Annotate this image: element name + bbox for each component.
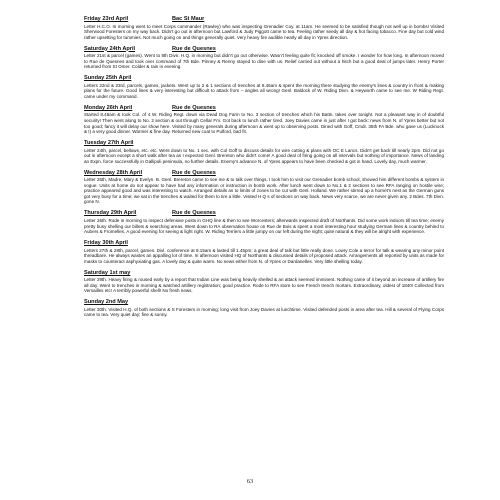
diary-entry — [84, 170, 444, 205]
entry-date: Saturday 1st may — [84, 269, 131, 276]
entry-text: Started 8.45am & took Col. of 4 W. Riding Regt. down via Dead Dog Farm to No. 3 section of trenches which his Battn. takes over tonight. Not a pleasant way in of doubtful security! Then went along to No. 2 section & out through Cellar Fm. Got back to lunch rather tired. Joey Davies came in just after I got back: news from N. of Ypres better but not too good; fancy it will delay our show here. Visited by many generals during afternoon & went up to observing posts. Dined with Goff, Cmdr. 35th FA Bde. who gave us (Lucknock & I) a very good dinner. Warmer & fine day. Returned new coat to Pulford, bad fit. — [84, 112, 444, 135]
entry-location: Rue de Quesnes — [172, 104, 216, 111]
diary-entry — [84, 105, 444, 135]
diary-entry — [84, 240, 444, 264]
entry-heading — [84, 240, 444, 247]
entry-heading — [84, 299, 444, 306]
diary-entry — [84, 299, 444, 318]
entry-date: Sunday 2nd May — [84, 299, 129, 306]
entry-location: Bac St Maur — [172, 16, 205, 22]
entry-date: Monday 26th April — [84, 104, 133, 111]
entry-date: Friday 23rd April — [84, 16, 129, 22]
entry-text: Letter 24th, parcel, bellows, etc. etc. Went down to No. 1 sec. with Col Goff to discuss details for wire cutting & plans with OC E Lancs. Didn't get back till nearly 2pm. Did not go out in afternoon except a short walk after tea as I expected Genl. Brereton who didn't come! A good deal of firing going on all intervals but nothing of importance. News of landing an Expn. force successfully in Gallipoli peninsula, no further details. Enemy's advance N. of Ypres appears to have been checked & got in hand. Lovely day, much warmer. — [84, 147, 444, 164]
diary-entry — [84, 16, 444, 40]
entry-date: Friday 30th April — [84, 240, 128, 247]
entry-text: Letter 25th, Madre, Mary & Evelyn. B. Genl. Brereton came to see me & to talk over things. I took him to visit our Grenadier bomb school, showed him different bombs & system in vogue. Units at home do not appear to have had any information or instruction in bomb work. After lunch went down to No.1 & 2 sections to see RFA ranging on hostile wire; practice appeared good and was interesting to watch. Arranged details as to limits of zones to be cut with Genl. Holland. We rather stirred up a hornet's nest as the German guns got very busy for a time; we sat in the trenches & waited for them to tire a little. Visited H Q s of sections on way back. News very scarce, we are never given any. 2 Bdes. 7th Divn. gone N. — [84, 177, 444, 205]
entry-heading — [84, 75, 444, 82]
entry-heading — [84, 170, 444, 177]
diary-entry — [84, 140, 444, 164]
entry-heading — [84, 105, 444, 112]
entry-date: Thursday 29th April — [84, 210, 137, 217]
entry-text: Letter H.C.O. In morning went to meet Corps commander (Rawley) who was inspecting Grenadier Coy. at 11am. He seemed to be satisfied though not well up in bombs! Visited Sherwood Foresters on my way back. Didn't go out in afternoon but Lawford & Judy Piggott came to tea. Feeling rather seedy all day & hot facing tobacco. Fine day but cold wind rather upsetting for tummies. Not much going on and things generally quiet. Very heavy fire audible nearly all day in Ypres direction. — [84, 23, 444, 40]
entry-date: Saturday 24th April — [84, 45, 136, 52]
entry-date: Sunday 25th April — [84, 75, 132, 82]
entry-date: Tuesday 27th April — [84, 140, 134, 147]
page-number: 63 — [246, 478, 254, 485]
entry-text: Letters 27th & 28th, parcel, games. Divl. conference at 9.15am & lasted till 1.45pm; a great deal of talk but little really done. Lowry Cole a terror for talk & wearing any minor point threadbare. He always wastes an appalling lot of time. In afternoon visited HQ of Northants & discussed details of proposed attack. Arrangements all reported by units as made for masks to counteract asphyxiating gas. A lovely day & quite warm. No news either from N. of Ypres or Dardanelles. Very little shelling today. — [84, 247, 444, 264]
entry-heading — [84, 46, 444, 53]
diary-entry — [84, 46, 444, 70]
entry-heading — [84, 210, 444, 217]
entry-heading — [84, 16, 444, 23]
entry-heading — [84, 140, 444, 147]
diary-entry — [84, 210, 444, 234]
entry-text: Letters 22nd & 23rd, parcels, games, jackets. Went up to 2 & 1 sections of trenches at 8.45am & spent the morning there studying the enemy's lines & country in front & making plans for the future. Good lines & very interesting but difficult to attack from – angles all wrong! Genl. Baldock of W. Riding Divn. & Heyworth came to see me. W Riding Regt. came under my command. — [84, 82, 444, 99]
entry-location: Rue de Quesnes — [172, 169, 216, 176]
entry-location: Rue de Quesnes — [172, 210, 216, 217]
diary-entry — [84, 270, 444, 294]
entry-text: Letter 21st & parcel (games). Went to 8th Divn. H.Q. in morning but didn't go out otherwise. Wasn't feeling quite fit; knocked off smoke. I wonder for how long. In afternoon moved to Rue de Quesnes and took over command of 7th Bde. Pinney & Renny stayed to dine with us. Relief carried out without a hitch but a good deal of jumps later. Henry Porter returned from St Omer. Colder & rain in evening. — [84, 53, 444, 70]
entry-heading — [84, 270, 444, 277]
diary-entry — [84, 75, 444, 99]
entry-location: Rue de Quesnes — [172, 45, 216, 52]
entry-date: Wednesday 28th April — [84, 169, 143, 176]
entry-text: Letter 29th. Heavy firing & roused early by a report that Indian Line was being heavily shelled & an attack seemed imminent. Nothing came of it beyond an increase of artillery fire all day. Went to trenches in morning & watched artillery registration; good practice. Rode to RFA store to see French trench mortars. Extraordinary, oldest of 1840! Collected from Versailles etc! A terribly powerful shell! No fresh news. — [84, 277, 444, 294]
entry-text: Letter 26th. Rode in morning to inspect defensive posts in GHQ line & then to see Worcesters; afterwards inspected draft of Northants. Did some work indoors till tea time; enemy pretty busy shelling our billets & searching areas. Went down to RA observation house on Rue de Bois & spent a most interesting hour studying German lines & country behind to Aubers & Fromelles. A good evening for seeing & light right. W. Riding Terriers a little jumpy on our left during the night; quite natural & they will be alright with experience. — [84, 217, 444, 235]
entry-text: Letter 30th. Visited H.Q. of both sections & S Foresters in morning; long visit from Joey Davies at lunchtime. Visited defended posts in area after tea. Hill & several of Flying Corps came to tea. Very quiet day; fine & sunny. — [84, 306, 444, 318]
